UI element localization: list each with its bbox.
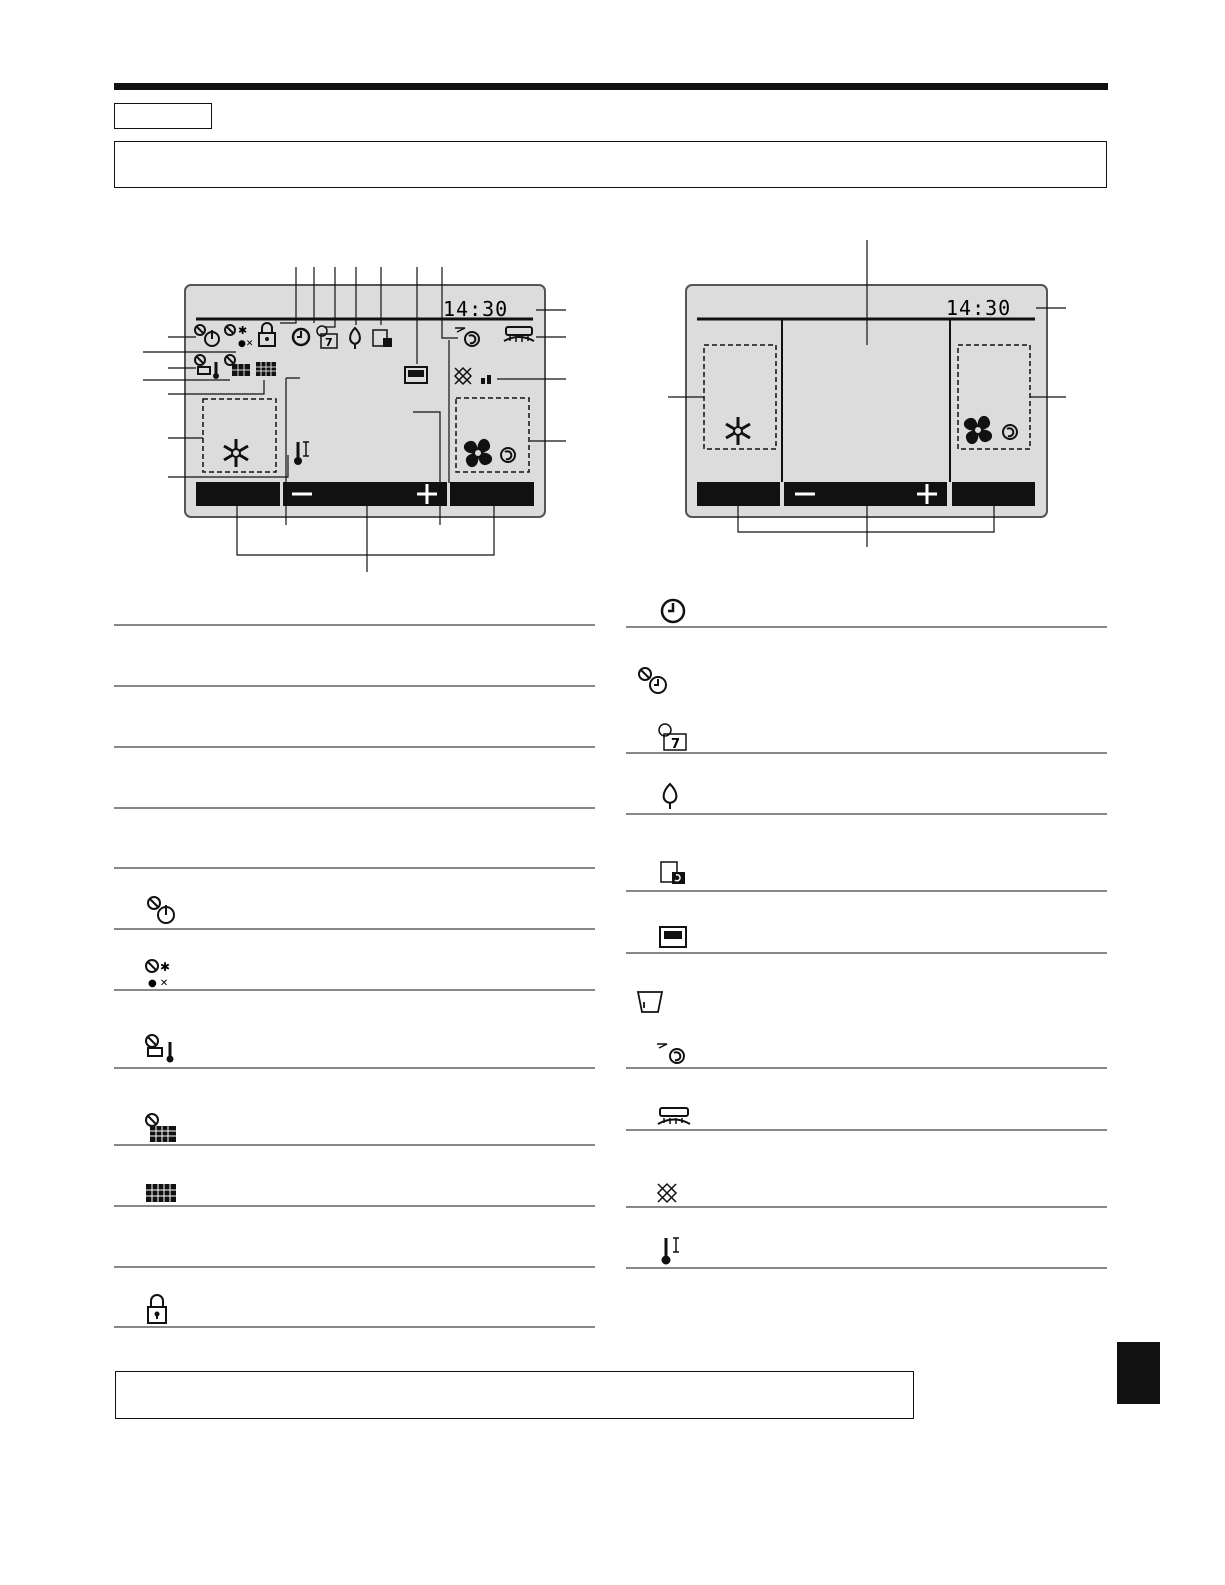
page-tab-marker (1117, 1342, 1160, 1404)
basic-display (668, 240, 1066, 547)
legend-timer-icon (662, 600, 684, 622)
legend-weekly-timer-icon (659, 724, 686, 752)
legend-prohibit-timer-icon (639, 668, 666, 693)
svg-text:✱: ✱ (238, 324, 248, 337)
legend-fan-speed-icon (658, 1184, 676, 1202)
legend-prohibit-filter-icon (146, 1114, 176, 1142)
legend-vane-icon (657, 1044, 684, 1063)
filter-icon (256, 362, 276, 376)
legend-filter-icon (146, 1184, 176, 1202)
legend-temp-range-icon (662, 1238, 680, 1265)
svg-text:7: 7 (671, 737, 681, 752)
legend-prohibit-temp-icon (146, 1035, 174, 1063)
legend-lock-icon (148, 1295, 166, 1323)
clock-readout-right: 14:30 (946, 296, 1012, 320)
full-display (143, 267, 566, 572)
svg-text:✱: ✱ (160, 960, 171, 974)
svg-text:7: 7 (325, 336, 333, 349)
legend-energy-save-icon (664, 784, 677, 809)
legend-prohibit-mode-icon (146, 960, 170, 989)
legend-prohibit-onoff-icon (148, 897, 174, 923)
footnote-box (115, 1371, 914, 1419)
legend-sensor-icon (660, 927, 686, 947)
clock-readout-left: 14:30 (443, 297, 509, 321)
display-diagrams (0, 0, 1225, 600)
legend-louver-icon (658, 1108, 690, 1124)
legend-silent-mode-icon (661, 862, 685, 884)
svg-text:● ✕: ● ✕ (148, 978, 169, 989)
icon-legend-tables (0, 590, 1225, 1350)
legend-vane-position-icon (638, 992, 662, 1012)
svg-text:●✕: ●✕ (238, 339, 254, 349)
